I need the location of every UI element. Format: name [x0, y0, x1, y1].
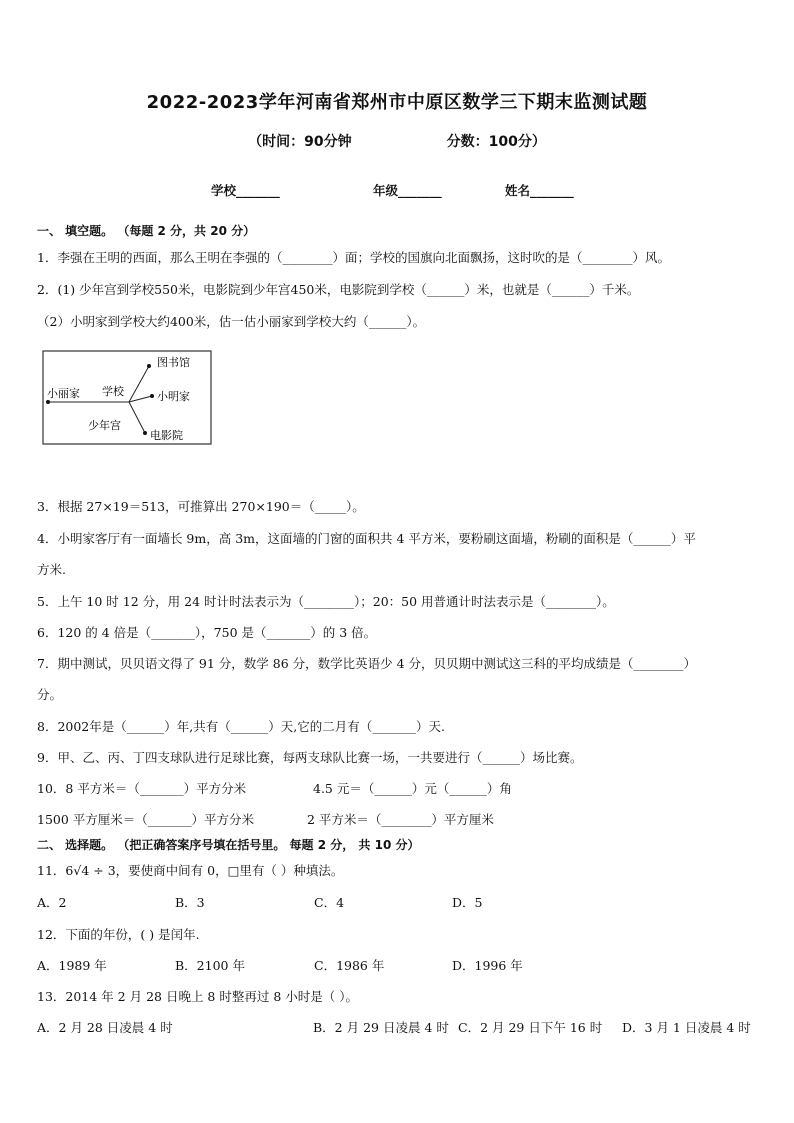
- q11-option-c[interactable]: C．4: [314, 895, 345, 910]
- question-4a: 4．小明家客厅有一面墙长 9m，高 3m，这面墙的门窗的面积共 4 平方米，要粉刷这面墙，粉刷的面积是（______）平: [37, 531, 696, 546]
- question-13: 13．2014 年 2 月 28 日晚上 8 时整再过 8 小时是（ ）。: [37, 989, 358, 1004]
- q13-option-c[interactable]: C．2 月 29 日下午 16 时: [458, 1020, 603, 1035]
- question-12: 12．下面的年份，( ) 是闰年.: [37, 927, 200, 942]
- name-field[interactable]: 姓名_______: [505, 183, 574, 198]
- school-field[interactable]: 学校_______: [211, 183, 280, 198]
- xiaoming-label: 小明家: [157, 390, 190, 403]
- library-label: 图书馆: [157, 356, 190, 369]
- q13-option-d[interactable]: D．3 月 1 日凌晨 4 时: [622, 1020, 751, 1035]
- question-6: 6．120 的 4 倍是（_______），750 是（_______）的 3 倍。: [37, 625, 377, 640]
- q11-option-b[interactable]: B．3: [175, 895, 205, 910]
- q13-option-a[interactable]: A．2 月 28 日凌晨 4 时: [37, 1020, 173, 1035]
- question-2b: （2）小明家到学校大约400米，估一估小丽家到学校大约（______）。: [37, 314, 426, 329]
- section-heading-fill: 一、 填空题。 （每题 2 分，共 20 分）: [37, 224, 256, 238]
- exam-score: 分数：100分）: [446, 134, 546, 150]
- q12-option-c[interactable]: C．1986 年: [314, 958, 385, 973]
- school-label: 学校: [102, 385, 124, 398]
- xiaoming-dot: [150, 394, 154, 398]
- section-heading-choice: 二、 选择题。 （把正确答案序号填在括号里。 每题 2 分， 共 10 分）: [37, 838, 420, 852]
- page-title: 2022-2023学年河南省郑州市中原区数学三下期末监测试题: [146, 92, 648, 113]
- question-5: 5．上午 10 时 12 分，用 24 时计时法表示为（________）；20：50 用普通计时法表示是（________）。: [37, 594, 615, 609]
- question-7a: 7．期中测试，贝贝语文得了 91 分，数学 86 分，数学比英语少 4 分，贝贝期中测试这三科的平均成绩是（________）: [37, 656, 697, 671]
- question-7b: 分。: [37, 687, 63, 702]
- map-diagram: [42, 349, 212, 446]
- q12-option-a[interactable]: A．1989 年: [37, 958, 107, 973]
- question-8: 8．2002年是（______）年,共有（______）天,它的二月有（_______）天.: [37, 719, 445, 734]
- xiaoli-label: 小丽家: [47, 387, 80, 400]
- exam-meta: [0, 131, 794, 151]
- q12-option-b[interactable]: B．2100 年: [175, 958, 245, 973]
- exam-time: （时间：90分钟: [248, 134, 352, 150]
- question-3: 3．根据 27×19＝513，可推算出 270×190＝（_____）。: [37, 499, 365, 514]
- xiaoli-dot: [46, 400, 50, 404]
- question-10b-right: 2 平方米＝（________）平方厘米: [307, 812, 494, 827]
- cinema-dot: [143, 431, 147, 435]
- q11-option-a[interactable]: A．2: [37, 895, 67, 910]
- q13-option-b[interactable]: B．2 月 29 日凌晨 4 时: [313, 1020, 449, 1035]
- question-11: 11．6√4 ÷ 3，要使商中间有 0，□里有（ ）种填法。: [37, 863, 344, 878]
- q12-option-d[interactable]: D．1996 年: [452, 958, 523, 973]
- grade-field[interactable]: 年级_______: [373, 183, 442, 198]
- youth-label: 少年宫: [88, 419, 121, 432]
- cinema-label: 电影院: [150, 429, 183, 442]
- question-10b-left: 1500 平方厘米＝（_______）平方分米: [37, 812, 255, 827]
- question-2a: 2．(1) 少年宫到学校550米，电影院到少年宫450米，电影院到学校（______）米，也就是（______）千米。: [37, 282, 640, 297]
- question-9: 9．甲、乙、丙、丁四支球队进行足球比赛，每两支球队比赛一场，一共要进行（______）场比赛。: [37, 750, 583, 765]
- question-4b: 方米.: [37, 562, 66, 577]
- q11-option-d[interactable]: D．5: [452, 895, 483, 910]
- question-10a-left: 10．8 平方米＝（_______）平方分米: [37, 781, 247, 796]
- library-dot: [147, 364, 151, 368]
- question-10a-right: 4.5 元＝（______）元（______）角: [313, 781, 512, 796]
- question-1: 1．李强在王明的西面，那么王明在李强的（________）面；学校的国旗向北面飘扬，这时吹的是（________）风。: [37, 250, 670, 265]
